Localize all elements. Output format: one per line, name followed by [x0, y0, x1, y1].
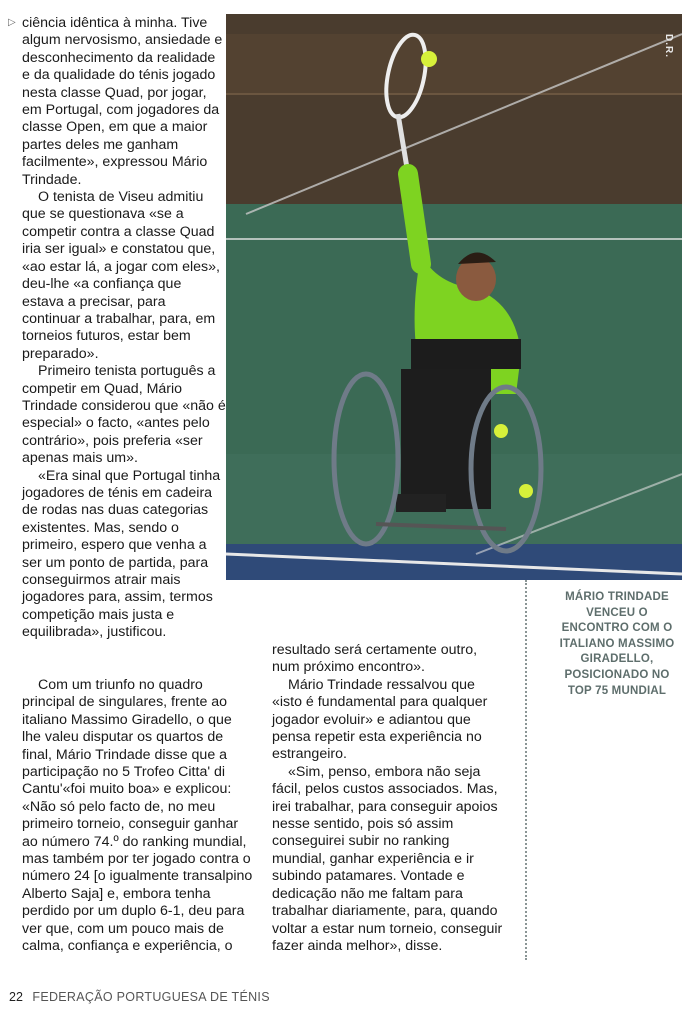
- paragraph: resultado será certamente outro, num próximo encontro».: [272, 642, 478, 676]
- paragraph: Primeiro tenista português a competir em Quad, Mário Trindade considerou que «não é especial» o facto, «antes pelo contrário», pois preferia «ser apenas mais um».: [22, 363, 226, 467]
- publication-name: FEDERAÇÃO PORTUGUESA DE TÉNIS: [32, 990, 270, 1004]
- paragraph: O tenista de Viseu admitiu que se questionava «se a competir contra a classe Quad iria ser igual» e constatou que, «ao estar lá, a jogar com eles», deu-lhe «a confiança que estava a precisar, para continuar a trabalhar, para, em torneios futuros, estar bem preparado».: [22, 189, 220, 362]
- wheelchair-tennis-player-illustration: [226, 14, 682, 580]
- page-number: 22: [9, 990, 23, 1004]
- paragraph: Com um triunfo no quadro principal de singulares, frente ao italiano Massimo Giradello, o que lhe valeu disputar os quartos de final, Mário Trindade disse que a participação no 5 Trofeo Citta' di Cantu'«foi muito boa» e explicou: «Não só pelo facto de, no meu primeiro torneio, conseguir ganhar ao número 74.º do ranking mundial, mas também por ter jogado contra o número 24 [o igualmente transalpino Alberto Saja] e, embora tenha perdido por um duplo 6-1, deu para ver que, com um pouco mais de calma, confiança e experiência, o: [22, 677, 253, 955]
- article-photo: [226, 14, 682, 580]
- paragraph: Mário Trindade ressalvou que «isto é fundamental para qualquer jogador evoluir» e adiantou que pensa repetir esta experiência no estrangeiro.: [272, 676, 488, 763]
- photo-credit: D.R.: [663, 34, 674, 58]
- paragraph: ciência idêntica à minha. Tive algum nervosismo, ansiedade e desconhecimento da realidade e da qualidade do ténis jogado nesta classe Quad, por jogar, em Portugal, com jogadores da classe Open, em que a maior partes deles me ganham facilmente», expressou Mário Trindade.: [22, 15, 223, 188]
- continuation-marker: ▷: [8, 17, 16, 28]
- paragraph: «Era sinal que Portugal tinha jogadores de ténis em cadeira de rodas nas duas categorias existentes. Mas, sendo o primeiro, espero que venha a ser um ponto de partida, para conseguirmos atrair mais jogadores para, assim, termos competição mais justa e equilibrada», justificou.: [22, 467, 221, 641]
- paragraph: «Sim, penso, embora não seja fácil, pelos custos associados. Mas, irei trabalhar, para conseguir apoios nesse sentido, pois só assim conseguirei subir no ranking mundial, ganhar experiência e ir subindo patamares. Vontade e dedicação não me faltam para trabalhar diariamente, para, quando voltar a estar num torneio, conseguir fazer ainda melhor», disse.: [272, 763, 503, 954]
- caption-divider: [525, 580, 527, 960]
- article-column-right: [272, 642, 504, 955]
- article-column-left-lower: [22, 677, 254, 956]
- photo-caption: MÁRIO TRINDADE VENCEU O ENCONTRO COM O ITALIANO MASSIMO GIRADELLO, POSICIONADO NO TOP 75 MUNDIAL: [559, 591, 675, 697]
- article-column-left: [22, 15, 227, 642]
- page-footer: [9, 990, 270, 1004]
